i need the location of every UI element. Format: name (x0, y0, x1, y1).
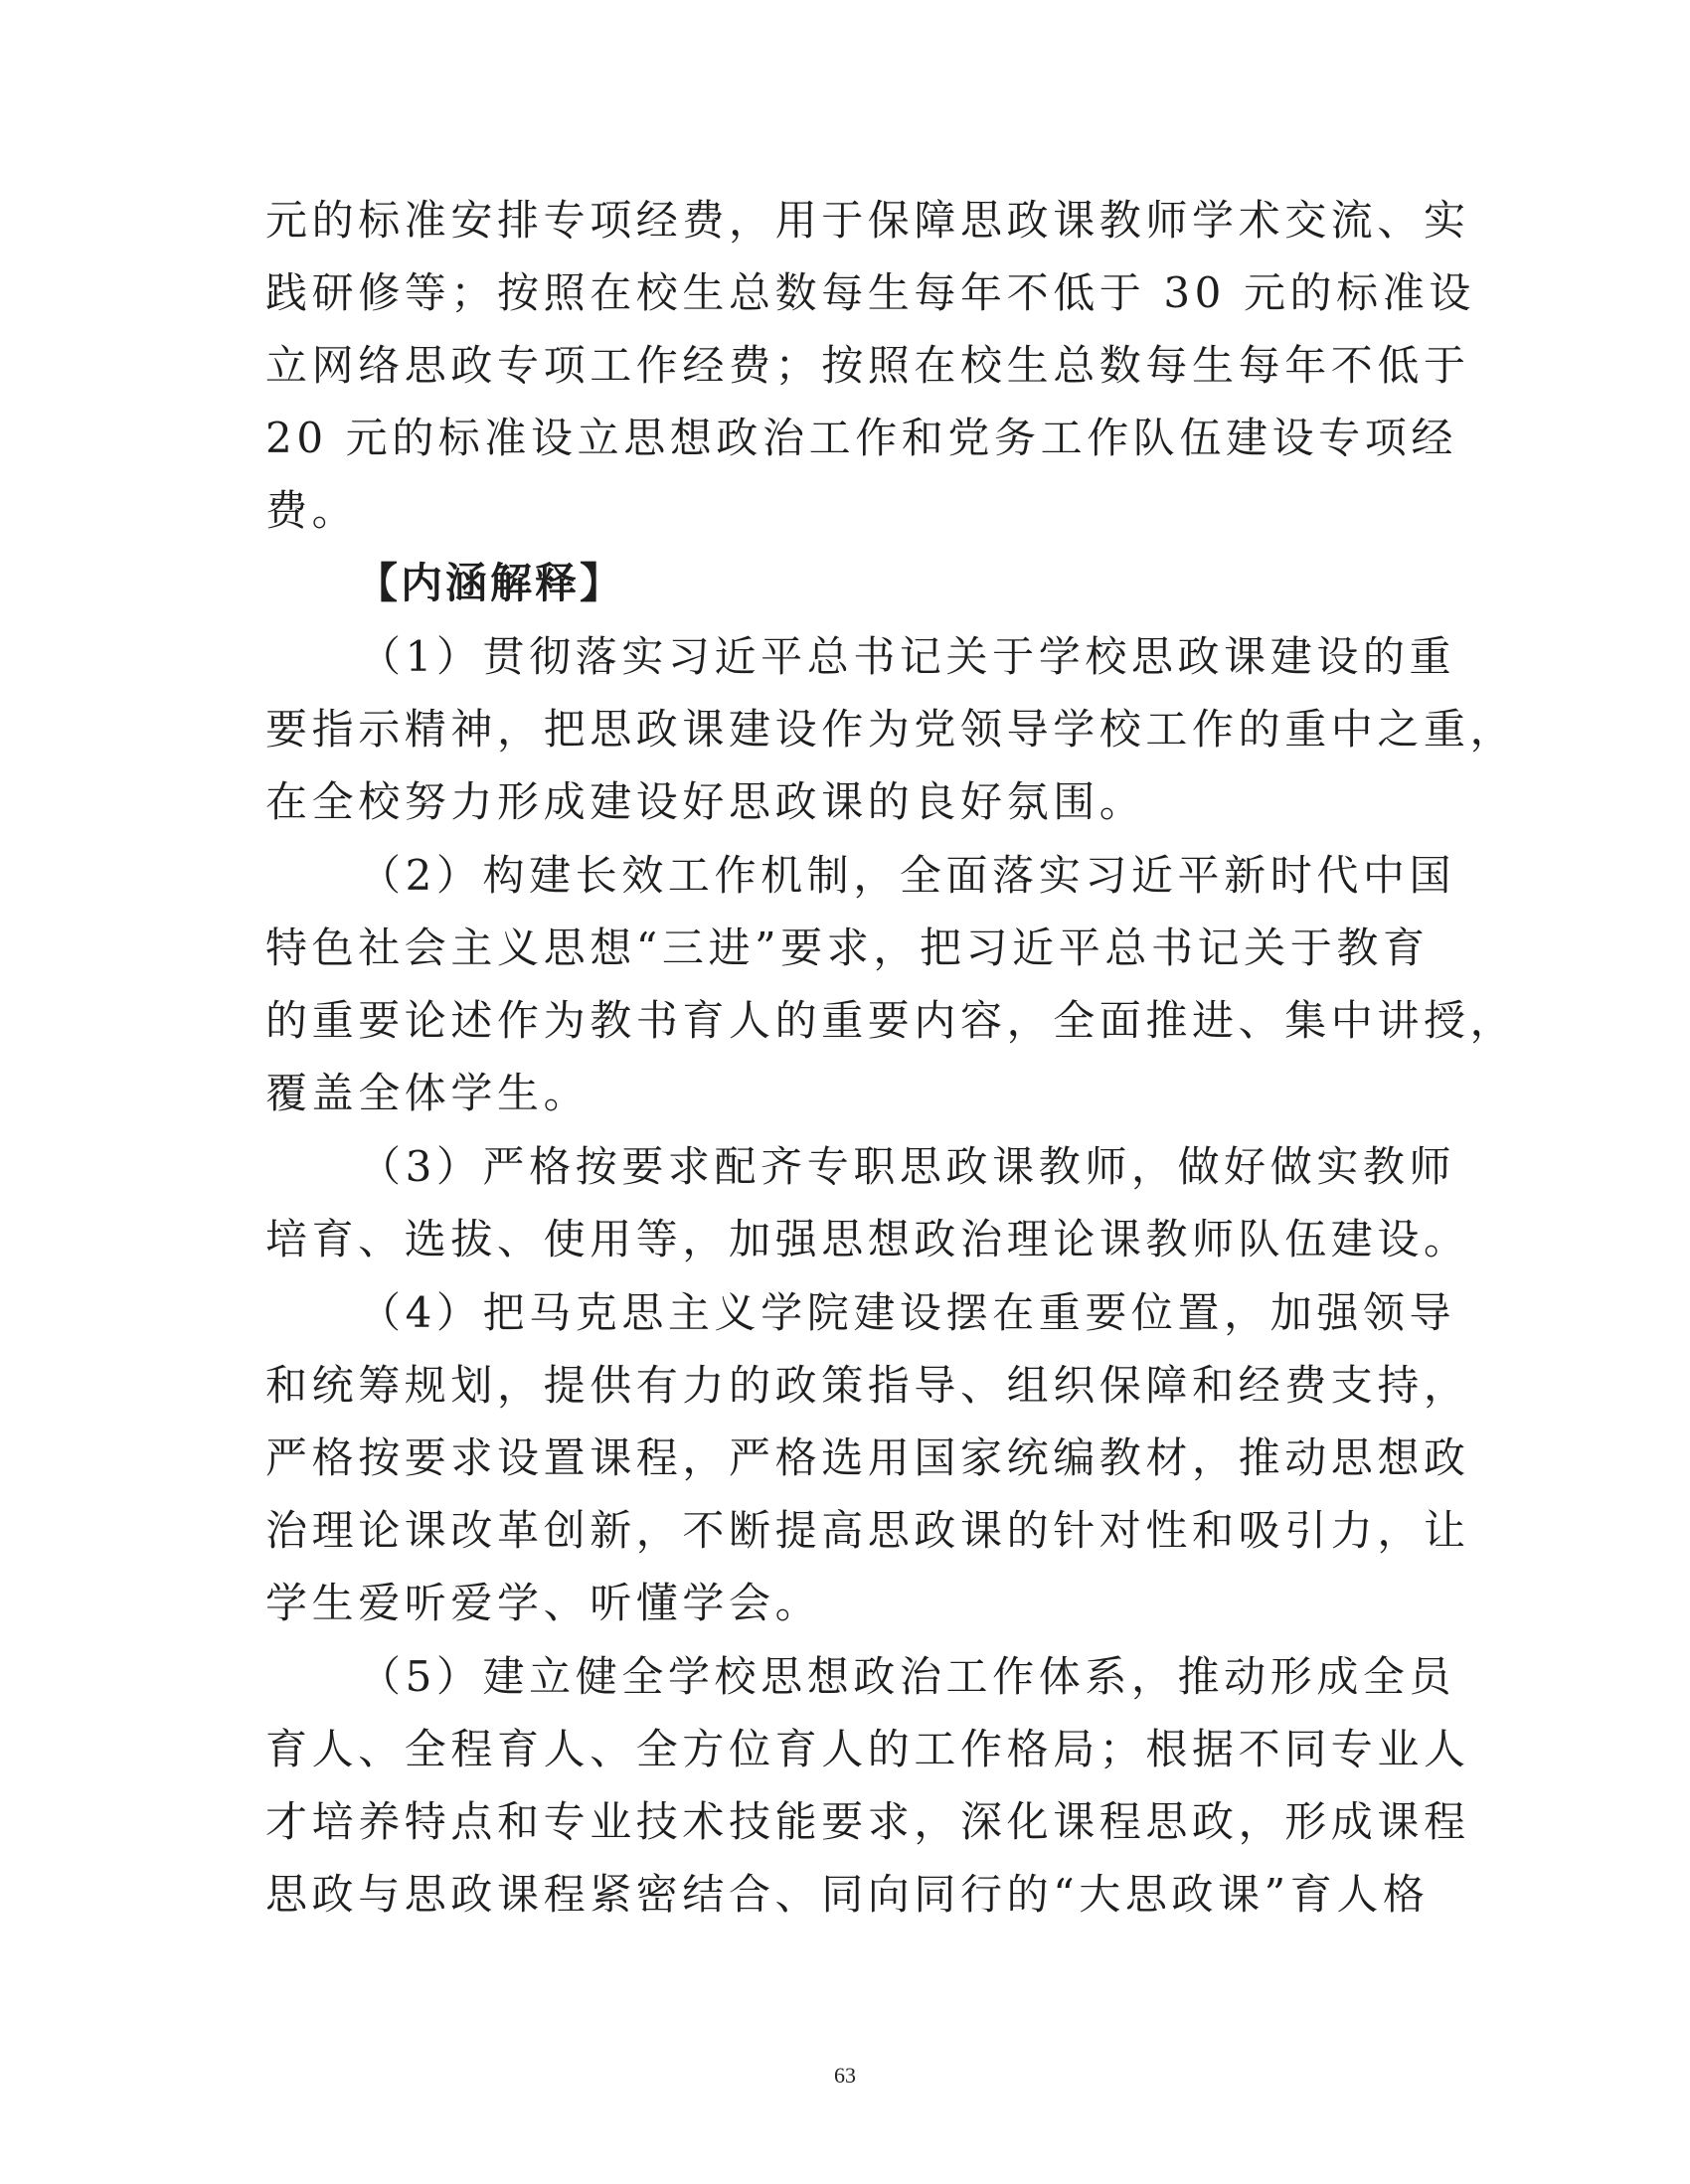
text-line: 践研修等；按照在校生总数每生每年不低于 30 元的标准设 (265, 268, 1475, 317)
paragraph-5-line: 思政与思政课程紧密结合、同向同行的“大思政课”育人格 (265, 1870, 1430, 1919)
paragraph-2-line: 特色社会主义思想“三进”要求，把习近平总书记关于教育 (265, 924, 1430, 972)
paragraph-1-line: 要指示精神，把思政课建设作为党领导学校工作的重中之重， (265, 705, 1517, 754)
text-line: 元的标准安排专项经费，用于保障思政课教师学术交流、实 (265, 196, 1470, 245)
paragraph-5-line: 才培养特点和专业技术技能要求，深化课程思政，形成课程 (265, 1797, 1470, 1846)
paragraph-4-line: 和统筹规划，提供有力的政策指导、组织保障和经费支持， (265, 1361, 1470, 1410)
paragraph-1-line: 在全校努力形成建设好思政课的良好氛围。 (265, 777, 1146, 826)
paragraph-2-line: （2）构建长效工作机制，全面落实习近平新时代中国 (359, 851, 1456, 900)
paragraph-5-line: （5）建立健全学校思想政治工作体系，推动形成全员 (359, 1652, 1456, 1701)
paragraph-4-line: 学生爱听爱学、听懂学会。 (265, 1579, 822, 1627)
paragraph-5-line: 育人、全程育人、全方位育人的工作格局；根据不同专业人 (265, 1725, 1470, 1773)
text-line: 费。 (265, 486, 359, 535)
paragraph-1-line: （1）贯彻落实习近平总书记关于学校思政课建设的重 (359, 632, 1456, 681)
paragraph-4-line: 治理论课改革创新，不断提高思政课的针对性和吸引力，让 (265, 1506, 1470, 1555)
paragraph-3-line: （3）严格按要求配齐专职思政课教师，做好做实教师 (359, 1142, 1456, 1191)
paragraph-4-line: 严格按要求设置课程，严格选用国家统编教材，推动思想政 (265, 1433, 1470, 1482)
paragraph-2-line: 的重要论述作为教书育人的重要内容，全面推进、集中讲授， (265, 996, 1517, 1045)
text-line: 立网络思政专项工作经费；按照在校生总数每生每年不低于 (265, 341, 1470, 390)
page-number: 63 (834, 2063, 856, 2088)
paragraph-2-line: 覆盖全体学生。 (265, 1069, 591, 1117)
section-heading: 【内涵解释】 (356, 559, 625, 607)
paragraph-4-line: （4）把马克思主义学院建设摆在重要位置，加强领导 (359, 1288, 1456, 1337)
paragraph-3-line: 培育、选拔、使用等，加强思想政治理论课教师队伍建设。 (265, 1215, 1470, 1263)
text-line: 20 元的标准设立思想政治工作和党务工作队伍建设专项经 (265, 414, 1457, 462)
